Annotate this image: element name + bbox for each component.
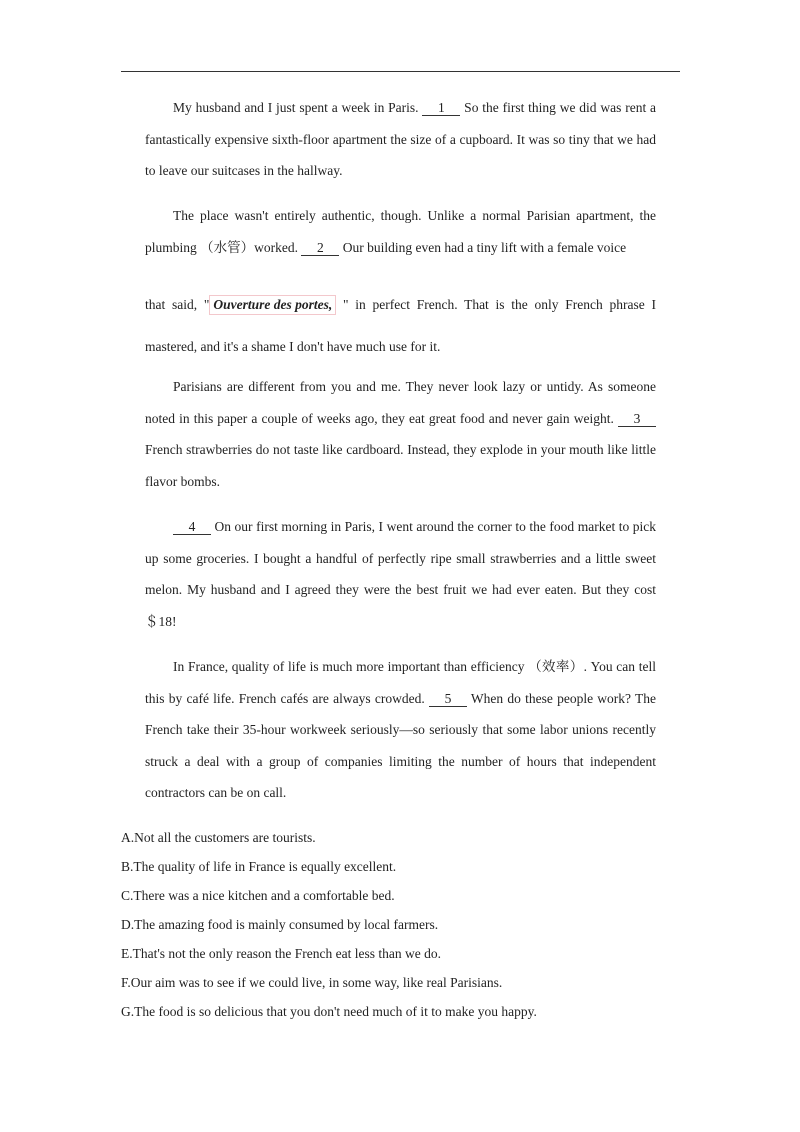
paragraph-2: The place wasn't entirely authentic, though. Unlike a normal Parisian apartment, the plumbing （水管）worked. 2 Our building even had a tiny lift with a female voice <box>145 208 656 255</box>
blank-3[interactable]: 3 <box>618 411 656 427</box>
blank-1[interactable]: 1 <box>422 100 460 116</box>
french-phrase-highlight: Ouverture des portes, <box>209 295 336 315</box>
option-d[interactable]: D.The amazing food is mainly consumed by local farmers. <box>121 917 439 932</box>
option-b[interactable]: B.The quality of life in France is equally excellent. <box>121 859 397 874</box>
blank-5[interactable]: 5 <box>429 691 467 707</box>
paragraph-6: In France, quality of life is much more important than efficiency （效率）. You can tell this by café life. French cafés are always crowded. 5 When do these people work? The French take their 35-hour workweek seriously—so seriously that some labor unions recently struck a deal with a group of companies limiting the number of hours that independent contractors can be on call. <box>145 659 657 800</box>
option-g[interactable]: G.The food is so delicious that you don't need much of it to make you happy. <box>121 1004 537 1019</box>
paragraph-3: that said, " Ouverture des portes, " in perfect French. That is the only French phrase I mastered, and it's a shame I don't have much use for it. <box>145 297 656 354</box>
option-e[interactable]: E.That's not the only reason the French eat less than we do. <box>121 946 441 961</box>
paragraph-5: 4 On our first morning in Paris, I went around the corner to the food market to pick up some groceries. I bought a handful of perfectly ripe small strawberries and a little sweet melon. My husband and I agreed they were the best fruit we had ever eaten. But they cost ＄18! <box>145 519 656 629</box>
option-f[interactable]: F.Our aim was to see if we could live, in some way, like real Parisians. <box>121 975 503 990</box>
header-rule <box>121 71 680 72</box>
option-a[interactable]: A.Not all the customers are tourists. <box>121 830 316 845</box>
answer-options-list <box>121 828 681 1031</box>
paragraph-4: Parisians are different from you and me. They never look lazy or untidy. As someone noted in this paper a couple of weeks ago, they eat great food and never gain weight. 3 French strawberries do not taste like cardboard. Instead, they explode in your mouth like little flavor bombs. <box>145 379 656 489</box>
blank-2[interactable]: 2 <box>301 240 339 256</box>
blank-4[interactable]: 4 <box>173 519 211 535</box>
option-c[interactable]: C.There was a nice kitchen and a comfortable bed. <box>121 888 395 903</box>
paragraph-1: My husband and I just spent a week in Paris. 1 So the first thing we did was rent a fantastically expensive sixth-floor apartment the size of a cupboard. It was so tiny that we had to leave our suitcases in the hallway. <box>145 100 657 178</box>
